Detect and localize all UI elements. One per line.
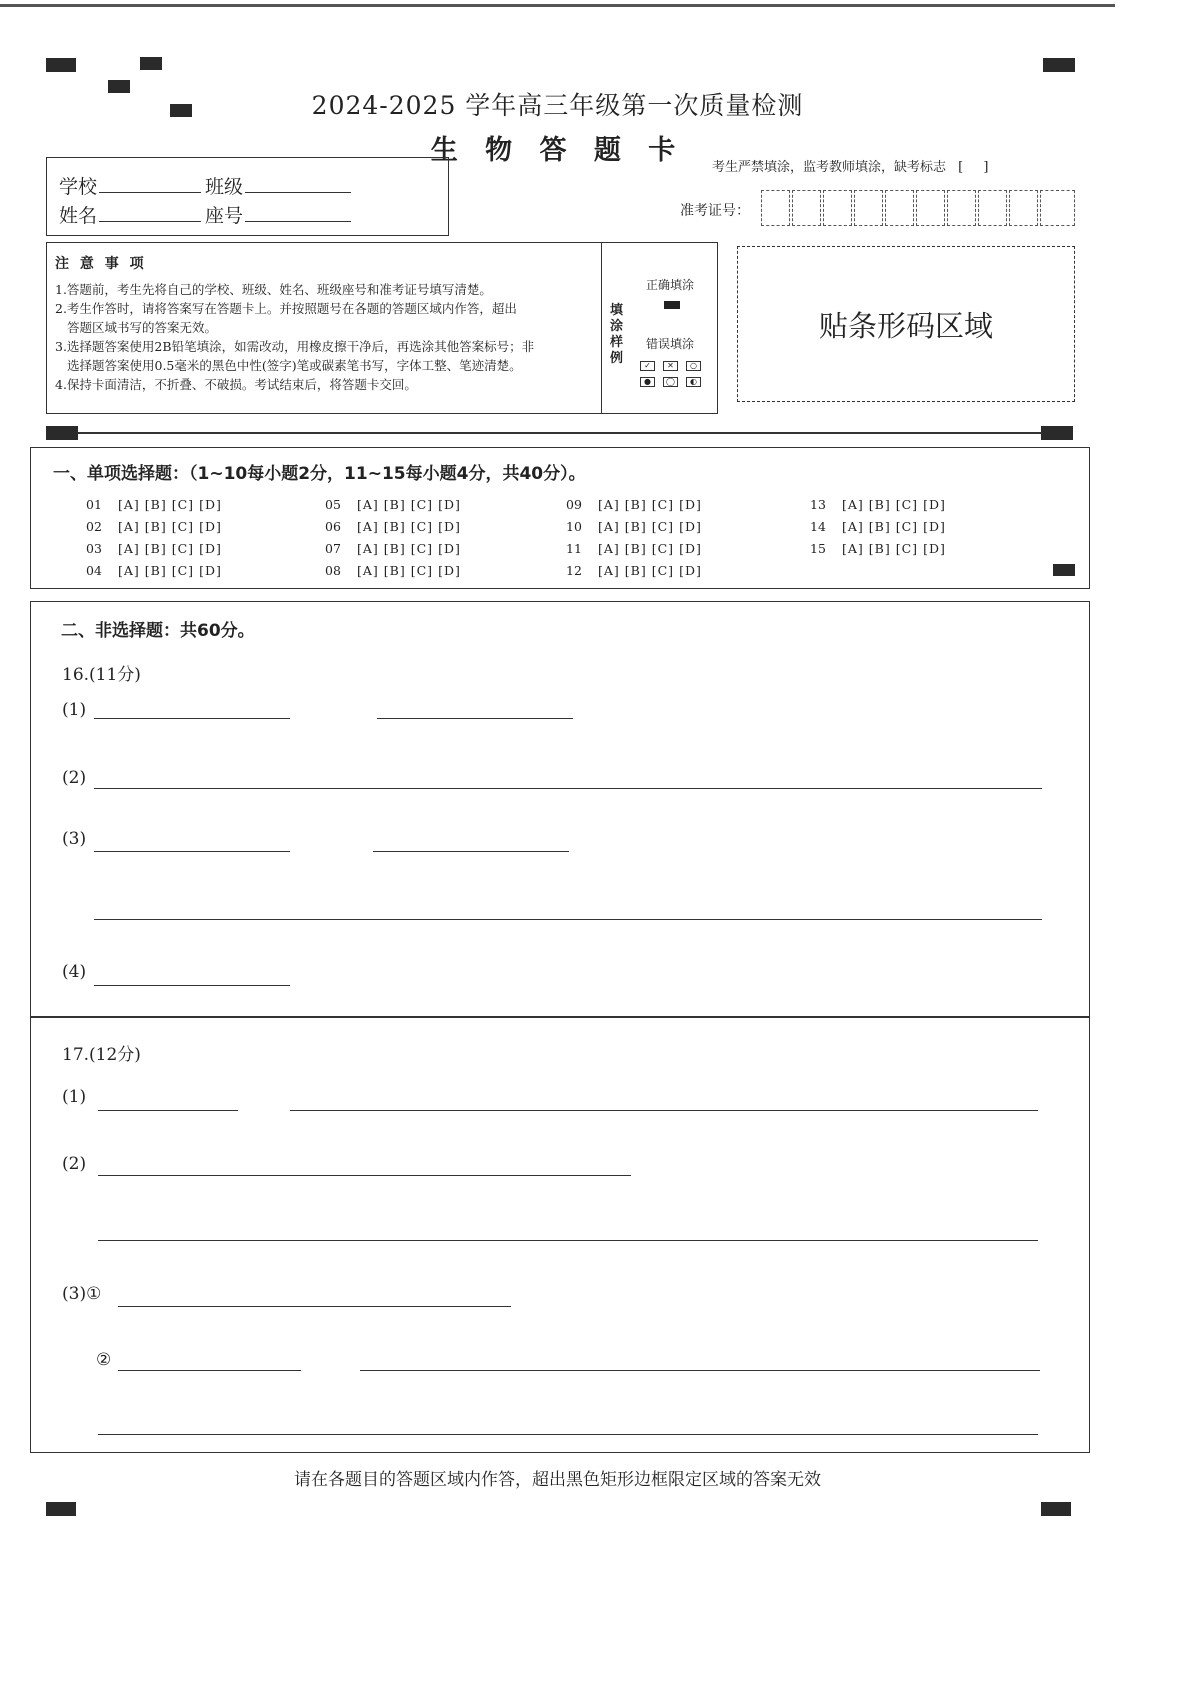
mc-question-row bbox=[810, 497, 951, 512]
mc-option-b[interactable]: [B] bbox=[383, 563, 406, 578]
fill-sample-box bbox=[601, 242, 718, 414]
header-divider bbox=[78, 432, 1042, 434]
mc-option-c[interactable]: [C] bbox=[651, 541, 675, 556]
class-label: 班级 bbox=[205, 176, 244, 198]
seat-field[interactable] bbox=[245, 203, 351, 222]
mc-question-row bbox=[86, 519, 227, 534]
exam-id-digit-box[interactable] bbox=[947, 190, 976, 226]
mc-option-d[interactable]: [D] bbox=[199, 497, 222, 512]
name-label: 姓名 bbox=[59, 205, 98, 227]
mc-question-number: 15 bbox=[810, 541, 826, 556]
student-info-box bbox=[46, 157, 449, 236]
notes-item: 1.答题前，考生先将自己的学校、班级、姓名、班级座号和准考证号填写清楚。 bbox=[55, 282, 492, 297]
mc-question-row bbox=[566, 563, 707, 578]
footer-note: 请在各题目的答题区域内作答，超出黑色矩形边框限定区域的答案无效 bbox=[294, 1470, 821, 1490]
alignment-mark bbox=[46, 1502, 76, 1516]
alignment-mark bbox=[140, 57, 162, 70]
correct-fill-label: 正确填涂 bbox=[646, 278, 695, 292]
class-field[interactable] bbox=[245, 174, 351, 193]
mc-question-number: 02 bbox=[86, 519, 102, 534]
q16-part3-answer-b[interactable] bbox=[373, 851, 569, 852]
mc-question-row bbox=[325, 541, 466, 556]
mc-option-a[interactable]: [A] bbox=[118, 541, 140, 556]
mc-option-b[interactable]: [B] bbox=[144, 497, 167, 512]
mc-question-row bbox=[86, 563, 227, 578]
mc-question-row bbox=[325, 497, 466, 512]
mc-option-d[interactable]: [D] bbox=[199, 519, 222, 534]
q16-part1-answer-a[interactable] bbox=[94, 718, 290, 719]
q16-part3-label: (3) bbox=[62, 829, 87, 849]
wrong-fill-cross-sample: ✕ bbox=[663, 361, 678, 371]
school-label: 学校 bbox=[59, 176, 98, 198]
q17-part3b-answer-a[interactable] bbox=[118, 1370, 301, 1371]
mc-option-b[interactable]: [B] bbox=[868, 519, 891, 534]
mc-option-c[interactable]: [C] bbox=[171, 563, 195, 578]
q17-part3b-answer-c[interactable] bbox=[98, 1434, 1038, 1435]
exam-id-label: 准考证号： bbox=[680, 203, 750, 219]
q17-part3b-label: ② bbox=[96, 1350, 112, 1370]
answer-sheet-subtitle: 生 物 答 题 卡 bbox=[430, 135, 685, 166]
mc-question-number: 12 bbox=[566, 563, 582, 578]
mc-option-b[interactable]: [B] bbox=[383, 497, 406, 512]
mc-option-d[interactable]: [D] bbox=[679, 497, 702, 512]
q17-part2-answer-a[interactable] bbox=[98, 1175, 631, 1176]
q17-part3b-answer-b[interactable] bbox=[360, 1370, 1040, 1371]
mc-option-c[interactable]: [C] bbox=[651, 497, 675, 512]
mc-option-c[interactable]: [C] bbox=[171, 519, 195, 534]
mc-question-row bbox=[566, 497, 707, 512]
mc-question-number: 05 bbox=[325, 497, 341, 512]
q17-part1-label: (1) bbox=[62, 1087, 87, 1107]
mc-option-c[interactable]: [C] bbox=[410, 519, 434, 534]
q16-part4-label: (4) bbox=[62, 962, 87, 982]
exam-title: 2024-2025 学年高三年级第一次质量检测 bbox=[311, 91, 804, 120]
mc-option-c[interactable]: [C] bbox=[651, 563, 675, 578]
mc-option-a[interactable]: [A] bbox=[842, 497, 864, 512]
mc-option-d[interactable]: [D] bbox=[923, 497, 946, 512]
wrong-fill-circle-sample: ○ bbox=[686, 361, 701, 371]
mc-option-d[interactable]: [D] bbox=[438, 497, 461, 512]
q16-label: 16.(11分) bbox=[62, 665, 141, 685]
alignment-mark bbox=[1043, 58, 1075, 72]
exam-id-digit-box[interactable] bbox=[854, 190, 883, 226]
q17-label: 17.(12分) bbox=[62, 1045, 141, 1065]
mc-question-number: 06 bbox=[325, 519, 341, 534]
q16-part1-label: (1) bbox=[62, 700, 87, 720]
mc-option-b[interactable]: [B] bbox=[144, 519, 167, 534]
mc-option-b[interactable]: [B] bbox=[624, 563, 647, 578]
mc-option-d[interactable]: [D] bbox=[923, 541, 946, 556]
wrong-fill-dot-sample: ● bbox=[640, 377, 655, 387]
mc-question-row bbox=[566, 519, 707, 534]
mc-option-b[interactable]: [B] bbox=[144, 541, 167, 556]
notes-item: 3.选择题答案使用2B铅笔填涂，如需改动，用橡皮擦干净后，再选涂其他答案标号；非 bbox=[55, 339, 535, 354]
mc-option-a[interactable]: [A] bbox=[118, 563, 140, 578]
exam-id-digit-box[interactable] bbox=[1040, 190, 1075, 226]
seat-label: 座号 bbox=[205, 205, 244, 227]
mc-option-c[interactable]: [C] bbox=[171, 497, 195, 512]
mc-option-c[interactable]: [C] bbox=[410, 563, 434, 578]
alignment-mark bbox=[1041, 426, 1073, 440]
mc-option-a[interactable]: [A] bbox=[357, 541, 379, 556]
mc-option-b[interactable]: [B] bbox=[868, 541, 891, 556]
q16-part2-answer[interactable] bbox=[94, 788, 1042, 789]
section1-title: 一、单项选择题：（1~10每小题2分，11~15每小题4分，共40分）。 bbox=[53, 464, 586, 484]
mc-option-d[interactable]: [D] bbox=[438, 563, 461, 578]
q17-part2-label: (2) bbox=[62, 1154, 87, 1174]
q17-part3-label: (3)① bbox=[62, 1284, 102, 1304]
mc-question-row bbox=[86, 497, 227, 512]
exam-id-digit-box[interactable] bbox=[761, 190, 790, 226]
notes-heading: 注 意 事 项 bbox=[55, 256, 147, 272]
absent-note-text: 考生严禁填涂，监考教师填涂，缺考标志 bbox=[712, 160, 947, 175]
mc-option-c[interactable]: [C] bbox=[895, 541, 919, 556]
mc-question-number: 14 bbox=[810, 519, 826, 534]
q16-part4-answer[interactable] bbox=[94, 985, 290, 986]
mc-question-row bbox=[566, 541, 707, 556]
mc-question-row bbox=[810, 541, 951, 556]
mc-option-c[interactable]: [C] bbox=[410, 497, 434, 512]
mc-option-d[interactable]: [D] bbox=[923, 519, 946, 534]
school-field[interactable] bbox=[99, 174, 201, 193]
barcode-area bbox=[737, 246, 1075, 402]
exam-id-digit-box[interactable] bbox=[1009, 190, 1038, 226]
non-choice-section bbox=[30, 601, 1090, 1453]
mc-option-b[interactable]: [B] bbox=[868, 497, 891, 512]
mc-question-number: 07 bbox=[325, 541, 341, 556]
alignment-mark bbox=[46, 58, 76, 72]
mc-option-a[interactable]: [A] bbox=[118, 497, 140, 512]
mc-question-number: 11 bbox=[566, 541, 582, 556]
notes-box bbox=[46, 242, 602, 414]
wrong-fill-partial-sample: ◐ bbox=[686, 377, 701, 387]
mc-option-a[interactable]: [A] bbox=[842, 519, 864, 534]
mc-option-d[interactable]: [D] bbox=[679, 541, 702, 556]
notes-item: 选择题答案使用0.5毫米的黑色中性(签字)笔或碳素笔书写，字体工整、笔迹清楚。 bbox=[67, 358, 522, 373]
mc-option-b[interactable]: [B] bbox=[144, 563, 167, 578]
mc-option-b[interactable]: [B] bbox=[383, 519, 406, 534]
fill-sample-vertical-label: 填涂样例 bbox=[610, 303, 624, 366]
mc-option-a[interactable]: [A] bbox=[357, 563, 379, 578]
mc-option-a[interactable]: [A] bbox=[598, 541, 620, 556]
q16-part3-answer-c[interactable] bbox=[94, 919, 1042, 920]
notes-item: 2.考生作答时，请将答案写在答题卡上。并按照题号在各题的答题区域内作答，超出 bbox=[55, 301, 517, 316]
mc-question-number: 10 bbox=[566, 519, 582, 534]
mc-option-c[interactable]: [C] bbox=[651, 519, 675, 534]
q16-part2-label: (2) bbox=[62, 768, 87, 788]
mc-option-d[interactable]: [D] bbox=[438, 541, 461, 556]
notes-item: 4.保持卡面清洁，不折叠、不破损。考试结束后，将答题卡交回。 bbox=[55, 377, 417, 392]
exam-id-digit-box[interactable] bbox=[916, 190, 945, 226]
exam-id-digit-box[interactable] bbox=[978, 190, 1007, 226]
mc-option-b[interactable]: [B] bbox=[383, 541, 406, 556]
mc-option-a[interactable]: [A] bbox=[598, 563, 620, 578]
mc-question-row bbox=[325, 563, 466, 578]
q17-part1-answer-b[interactable] bbox=[290, 1110, 1038, 1111]
mc-option-a[interactable]: [A] bbox=[118, 519, 140, 534]
mc-option-d[interactable]: [D] bbox=[679, 519, 702, 534]
section2-title: 二、非选择题：共60分。 bbox=[61, 621, 255, 641]
mc-option-a[interactable]: [A] bbox=[598, 519, 620, 534]
absent-checkbox[interactable]: [ ] bbox=[958, 160, 997, 175]
barcode-area-label: 贴条形码区域 bbox=[818, 308, 993, 343]
q16-q17-divider bbox=[31, 1016, 1089, 1018]
alignment-mark bbox=[1041, 1502, 1071, 1516]
top-scan-edge bbox=[0, 4, 1115, 7]
exam-id-digit-box[interactable] bbox=[792, 190, 821, 226]
exam-id-digit-box[interactable] bbox=[885, 190, 914, 226]
wrong-fill-oval-sample: ◯ bbox=[663, 377, 678, 387]
mc-question-number: 09 bbox=[566, 497, 582, 512]
mc-question-number: 04 bbox=[86, 563, 102, 578]
mc-option-d[interactable]: [D] bbox=[438, 519, 461, 534]
mc-option-c[interactable]: [C] bbox=[410, 541, 434, 556]
mc-option-b[interactable]: [B] bbox=[624, 497, 647, 512]
mc-question-number: 01 bbox=[86, 497, 102, 512]
exam-id-digit-box[interactable] bbox=[823, 190, 852, 226]
notes-item: 答题区域书写的答案无效。 bbox=[67, 320, 218, 335]
mc-question-number: 13 bbox=[810, 497, 826, 512]
mc-question-row bbox=[325, 519, 466, 534]
mc-option-a[interactable]: [A] bbox=[842, 541, 864, 556]
wrong-fill-check-sample: ✓ bbox=[640, 361, 655, 371]
mc-question-number: 08 bbox=[325, 563, 341, 578]
mc-question-number: 03 bbox=[86, 541, 102, 556]
q17-part2-answer-b[interactable] bbox=[98, 1240, 1038, 1241]
q17-part1-answer-a[interactable] bbox=[98, 1110, 238, 1111]
mc-option-c[interactable]: [C] bbox=[895, 519, 919, 534]
correct-fill-sample bbox=[664, 301, 680, 309]
wrong-fill-label: 错误填涂 bbox=[646, 337, 695, 351]
q16-part3-answer-a[interactable] bbox=[94, 851, 290, 852]
mc-question-row bbox=[86, 541, 227, 556]
q17-part3-answer[interactable] bbox=[118, 1306, 511, 1307]
mc-option-a[interactable]: [A] bbox=[598, 497, 620, 512]
name-field[interactable] bbox=[99, 203, 201, 222]
q16-part1-answer-b[interactable] bbox=[377, 718, 573, 719]
alignment-mark bbox=[46, 426, 78, 440]
mc-option-d[interactable]: [D] bbox=[199, 541, 222, 556]
mc-option-d[interactable]: [D] bbox=[199, 563, 222, 578]
mc-option-a[interactable]: [A] bbox=[357, 519, 379, 534]
mc-option-d[interactable]: [D] bbox=[679, 563, 702, 578]
mc-option-b[interactable]: [B] bbox=[624, 541, 647, 556]
mc-option-c[interactable]: [C] bbox=[171, 541, 195, 556]
absent-note bbox=[712, 156, 996, 175]
mc-question-row bbox=[810, 519, 951, 534]
mc-option-b[interactable]: [B] bbox=[624, 519, 647, 534]
mc-option-c[interactable]: [C] bbox=[895, 497, 919, 512]
mc-option-a[interactable]: [A] bbox=[357, 497, 379, 512]
